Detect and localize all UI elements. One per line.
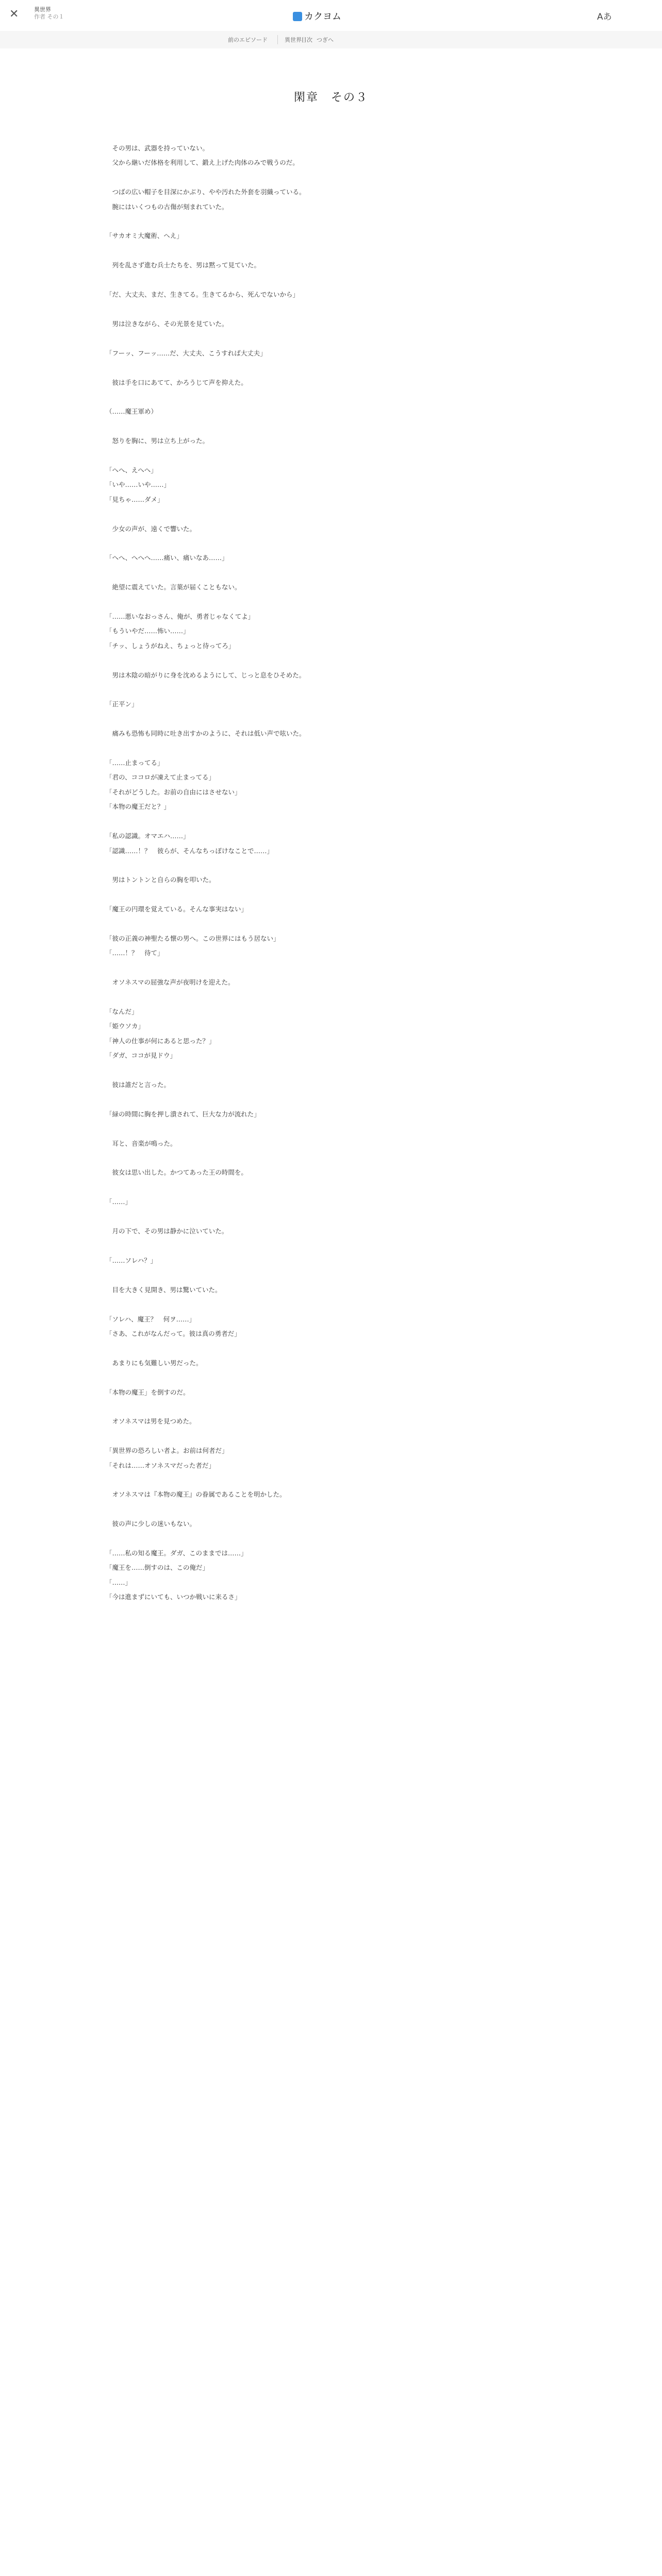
- nav-work-link[interactable]: 異世界: [285, 37, 302, 43]
- body-paragraph: オソネスマは『本物の魔王』の眷属であることを明かした。: [106, 1490, 286, 1499]
- body-paragraph: 「……私の知る魔王。ダガ、このままでは……」: [106, 1549, 247, 1557]
- body-paragraph: [106, 653, 521, 668]
- font-settings-button[interactable]: Aあ: [597, 12, 612, 22]
- body-paragraph: 目を大きく見開き、男は驚いていた。: [106, 1285, 222, 1294]
- body-paragraph: 「私の認識。オマエハ……」: [106, 832, 190, 840]
- body-paragraph: 「へへ、えへへ」: [106, 466, 157, 474]
- work-info[interactable]: [34, 6, 64, 21]
- body-paragraph: 絶望に震えていた。言葉が届くこともない。: [106, 583, 241, 591]
- body-paragraph: [106, 1122, 521, 1136]
- body-paragraph: [106, 1400, 521, 1414]
- body-paragraph: 「今は進まずにいても、いつか戦いに来るさ」: [106, 1593, 241, 1601]
- body-paragraph: 「……」: [106, 1198, 132, 1206]
- body-paragraph: [106, 961, 521, 975]
- body-paragraph: 「……止まってる」: [106, 759, 164, 767]
- nav-divider: [277, 35, 278, 44]
- body-paragraph: [106, 712, 521, 726]
- work-title[interactable]: 異世界: [34, 6, 51, 13]
- body-paragraph: 「いや……いや……」: [106, 481, 171, 489]
- body-paragraph: [106, 741, 521, 756]
- body-paragraph: 痛みも恐怖も同時に吐き出すかのように、それは低い声で呟いた。: [106, 730, 306, 738]
- body-paragraph: [106, 1151, 521, 1165]
- body-paragraph: 「だ、大丈夫、まだ、生きてる。生きてるから、死んでないから」: [106, 291, 300, 299]
- body-paragraph: 「本物の魔王だと？」: [106, 803, 171, 811]
- body-paragraph: 「魔王を……倒すのは、この俺だ」: [106, 1564, 209, 1572]
- body-paragraph: つばの広い帽子を目深にかぶり、やや汚れた外套を羽織っている。: [106, 188, 306, 196]
- body-paragraph: オソネスマの屈強な声が夜明けを迎えた。: [106, 978, 235, 987]
- body-paragraph: 「……ソレハ？」: [106, 1256, 157, 1264]
- body-paragraph: 「フーッ、フーッ……だ、大丈夫、こうすれば大丈夫」: [106, 349, 267, 357]
- body-paragraph: [106, 1429, 521, 1444]
- body-paragraph: [106, 1502, 521, 1517]
- body-paragraph: 「本物の魔王」を倒すのだ。: [106, 1388, 190, 1396]
- body-paragraph: 「……！？ 待て」: [106, 949, 164, 957]
- body-paragraph: [106, 419, 521, 434]
- body-paragraph: [106, 390, 521, 404]
- close-icon[interactable]: ✕: [9, 8, 19, 21]
- prev-episode-link[interactable]: 前のエピソード: [228, 37, 268, 43]
- body-paragraph: その男は、武器を持っていない。: [106, 144, 209, 152]
- body-paragraph: 彼は誰だと言った。: [106, 1081, 171, 1089]
- body-paragraph: 列を乱さず進む兵士たちを、男は黙って見ていた。: [106, 261, 261, 269]
- body-paragraph: [106, 273, 521, 287]
- body-paragraph: 「なんだ」: [106, 1007, 138, 1015]
- body-paragraph: 「それは……オソネスマだった者だ」: [106, 1461, 216, 1469]
- body-paragraph: [106, 214, 521, 229]
- body-paragraph: [106, 1341, 521, 1355]
- body-paragraph: 「彼の正義の神聖たる懐の男へ。この世界にはもう居ない」: [106, 934, 280, 942]
- body-paragraph: 「……悪いなおっさん、俺が、勇者じゃなくてよ」: [106, 613, 255, 620]
- body-paragraph: [106, 1268, 521, 1282]
- body-paragraph: 少女の声が、遠くで響いた。: [106, 524, 196, 533]
- body-paragraph: 「……」: [106, 1578, 132, 1586]
- body-paragraph: [106, 507, 521, 521]
- body-paragraph: 「魔王の円環を覚えている。そんな事実はない」: [106, 905, 248, 913]
- body-paragraph: [106, 1180, 521, 1195]
- body-paragraph: オソネスマは男を見つめた。: [106, 1417, 196, 1426]
- body-paragraph: 「ダガ、ココが見ドウ」: [106, 1052, 177, 1060]
- body-paragraph: 月の下で、その男は静かに泣いていた。: [106, 1227, 228, 1235]
- body-paragraph: 「異世界の恐ろしい者よ。お前は何者だ」: [106, 1447, 228, 1455]
- body-paragraph: [106, 1063, 521, 1078]
- body-paragraph: [106, 917, 521, 931]
- body-paragraph: 「ソレハ、魔王？ 何ヲ……」: [106, 1315, 196, 1323]
- body-paragraph: 「サカオミ大魔術、ヘえ」: [106, 232, 183, 240]
- body-paragraph: [106, 888, 521, 902]
- body-paragraph: [106, 595, 521, 609]
- body-paragraph: 「緑の時間に胸を押し潰されて、巨大な力が流れた」: [106, 1110, 260, 1118]
- body-paragraph: （……魔王軍め）: [106, 408, 158, 416]
- body-paragraph: [106, 171, 521, 185]
- body-paragraph: あまりにも気難しい男だった。: [106, 1359, 203, 1367]
- body-paragraph: [106, 1370, 521, 1385]
- body-paragraph: 男は泣きながら、その光景を見ていた。: [106, 319, 228, 328]
- body-paragraph: [106, 990, 521, 1005]
- episode-nav: [0, 31, 662, 49]
- body-paragraph: [106, 331, 521, 346]
- body-paragraph: 腕にはいくつもの古傷が刻まれていた。: [106, 202, 228, 211]
- body-paragraph: [106, 244, 521, 258]
- body-paragraph: 男はトントンと自らの胸を叩いた。: [106, 876, 216, 884]
- top-bar: [0, 0, 662, 31]
- body-paragraph: 男は木陰の暗がりに身を沈めるようにして、じっと息をひそめた。: [106, 671, 306, 679]
- body-paragraph: [106, 1532, 521, 1546]
- work-author: 作者 その１: [34, 13, 64, 20]
- episode-body: [106, 141, 521, 1605]
- body-paragraph: [106, 815, 521, 829]
- body-paragraph: [106, 361, 521, 375]
- site-logo[interactable]: [293, 9, 341, 23]
- body-paragraph: 「姫ウソカ」: [106, 1022, 145, 1030]
- body-paragraph: [106, 566, 521, 580]
- body-paragraph: [106, 1210, 521, 1224]
- body-paragraph: [106, 1297, 521, 1312]
- body-paragraph: 「見ちゃ……ダメ」: [106, 495, 164, 503]
- body-paragraph: 「さあ、これがなんだって。彼は真の勇者だ」: [106, 1329, 241, 1337]
- body-paragraph: [106, 302, 521, 316]
- nav-next-link[interactable]: つぎへ: [317, 37, 334, 43]
- episode-title: 閑章 その３: [293, 91, 368, 104]
- body-paragraph: 「認識……！？ 彼らが、そんなちっぽけなことで……」: [106, 846, 274, 855]
- body-paragraph: 「へへ、へへへ……痛い、痛いなあ……」: [106, 554, 228, 562]
- body-paragraph: [106, 1473, 521, 1487]
- body-paragraph: 耳と、音楽が鳴った。: [106, 1139, 177, 1147]
- body-paragraph: 父から継いだ体格を利用して、鍛え上げた肉体のみで戦うのだ。: [106, 159, 299, 167]
- body-paragraph: 「チッ、しょうがねえ、ちょっと待ってろ」: [106, 641, 235, 650]
- body-paragraph: 怒りを胸に、男は立ち上がった。: [106, 437, 209, 445]
- logo-text: カクヨム: [304, 11, 341, 22]
- reader-main: [0, 48, 662, 2576]
- nav-toc-link[interactable]: 目次: [301, 37, 312, 43]
- body-paragraph: 彼の声に少しの迷いもない。: [106, 1520, 196, 1528]
- logo-icon: [293, 12, 302, 21]
- body-paragraph: 「もういやだ……怖い……」: [106, 627, 190, 635]
- body-paragraph: 彼は手を口にあてて、かろうじて声を抑えた。: [106, 378, 247, 386]
- body-paragraph: 「神人の仕事が何にあると思った？」: [106, 1037, 216, 1045]
- body-paragraph: [106, 536, 521, 551]
- body-paragraph: [106, 449, 521, 463]
- body-paragraph: 「正平ン」: [106, 700, 138, 708]
- body-paragraph: 「それがどうした。お前の自由にはさせない」: [106, 788, 241, 796]
- body-paragraph: [106, 858, 521, 873]
- body-paragraph: [106, 1239, 521, 1253]
- body-paragraph: 「君の、ココロが凍えて止まってる」: [106, 773, 216, 782]
- body-paragraph: [106, 1092, 521, 1107]
- body-paragraph: 彼女は思い出した。かつてあった王の時間を。: [106, 1168, 247, 1177]
- body-paragraph: [106, 683, 521, 697]
